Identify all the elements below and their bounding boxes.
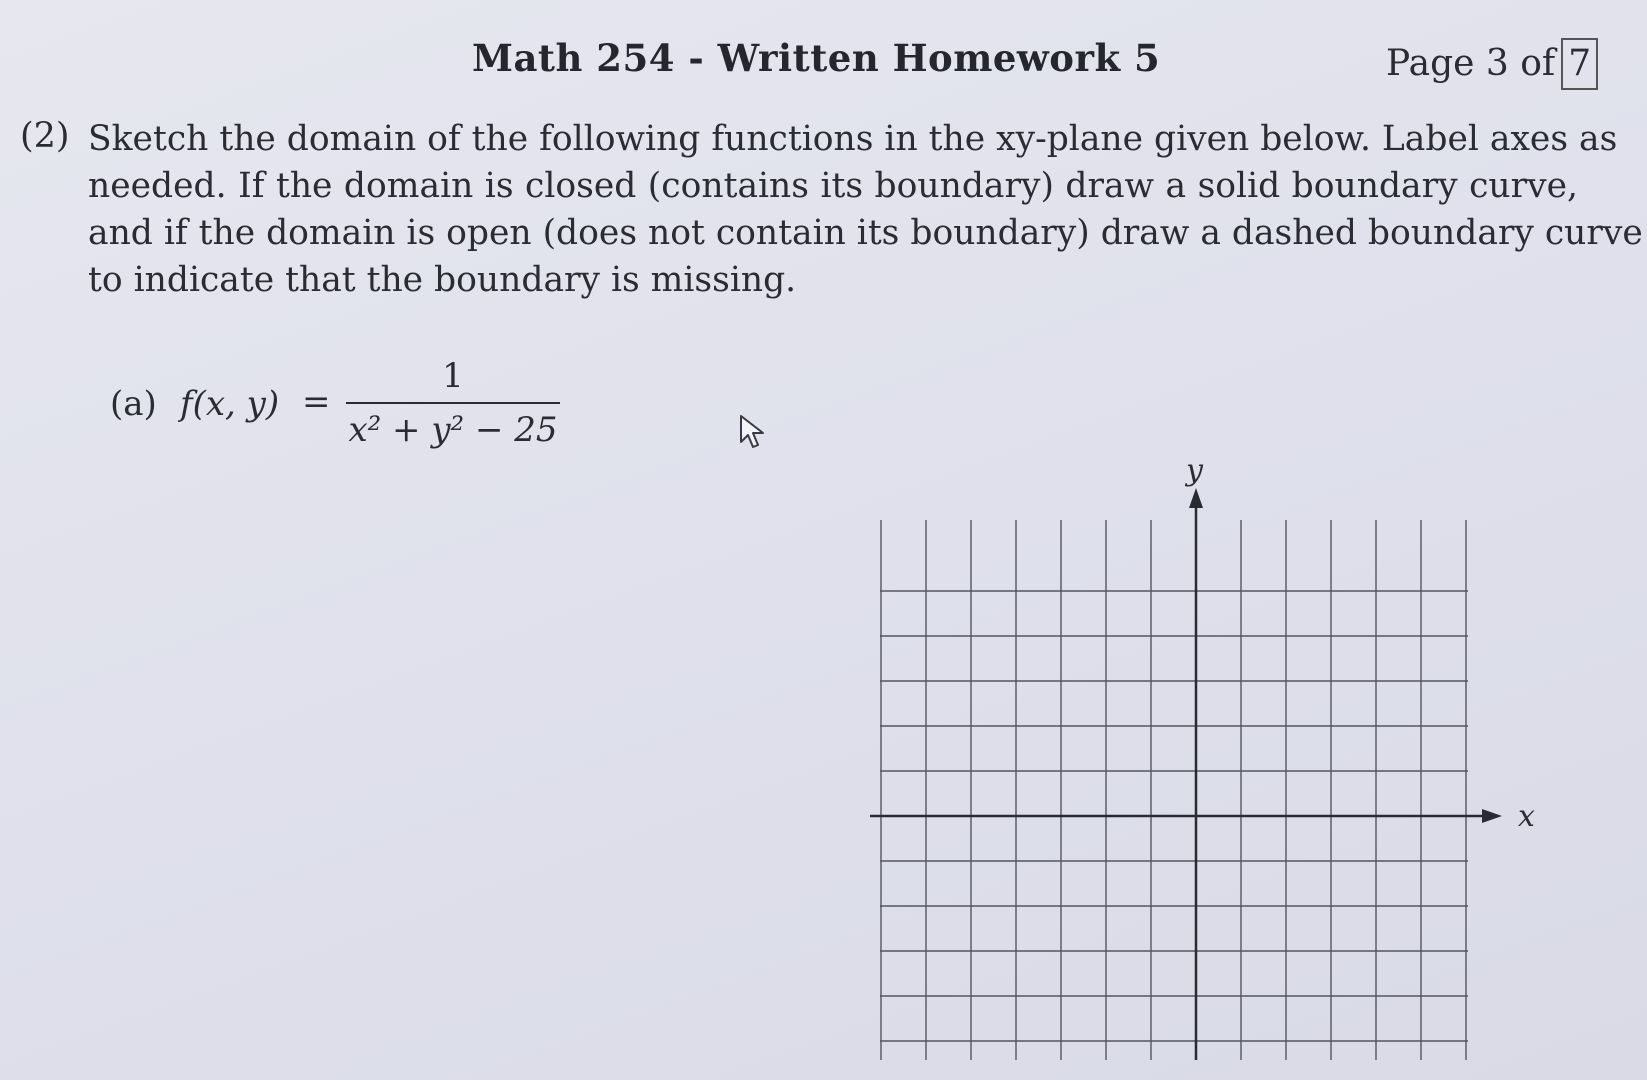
page-indicator	[1386, 38, 1598, 90]
mouse-pointer-icon	[738, 414, 768, 454]
function-lhs: f(x, y)	[180, 384, 280, 424]
x-axis-arrowhead	[1482, 809, 1502, 823]
problem-line-1: Sketch the domain of the following functions in the xy-plane given below. Label axes as	[88, 119, 1618, 159]
problem-number: (2)	[20, 116, 70, 156]
problem-line-4: to indicate that the boundary is missing.	[88, 260, 797, 300]
fraction-numerator: 1	[442, 356, 464, 396]
page-title: Math 254 - Written Homework 5	[472, 36, 1161, 80]
coordinate-grid[interactable]	[860, 450, 1540, 1074]
page-indicator-prefix: Page 3 of	[1386, 43, 1556, 84]
problem-line-2: needed. If the domain is closed (contains its boundary) draw a solid boundary curve,	[88, 166, 1578, 206]
x-axis-label: x	[1518, 799, 1535, 834]
problem-line-3: and if the domain is open (does not contain its boundary) draw a dashed boundary curve	[88, 213, 1643, 253]
equals-sign: =	[302, 382, 331, 422]
y-axis-arrowhead	[1189, 488, 1203, 508]
function-fraction	[346, 352, 560, 454]
problem-instructions	[88, 116, 1643, 304]
page-total-box: 7	[1561, 38, 1598, 90]
fraction-bar	[346, 402, 560, 404]
y-axis-label: y	[1186, 453, 1203, 488]
grid-lines	[880, 520, 1468, 1060]
part-a-label: (a)	[110, 384, 157, 424]
fraction-denominator: x² + y² − 25	[348, 410, 558, 450]
grid-svg[interactable]	[860, 450, 1540, 1070]
